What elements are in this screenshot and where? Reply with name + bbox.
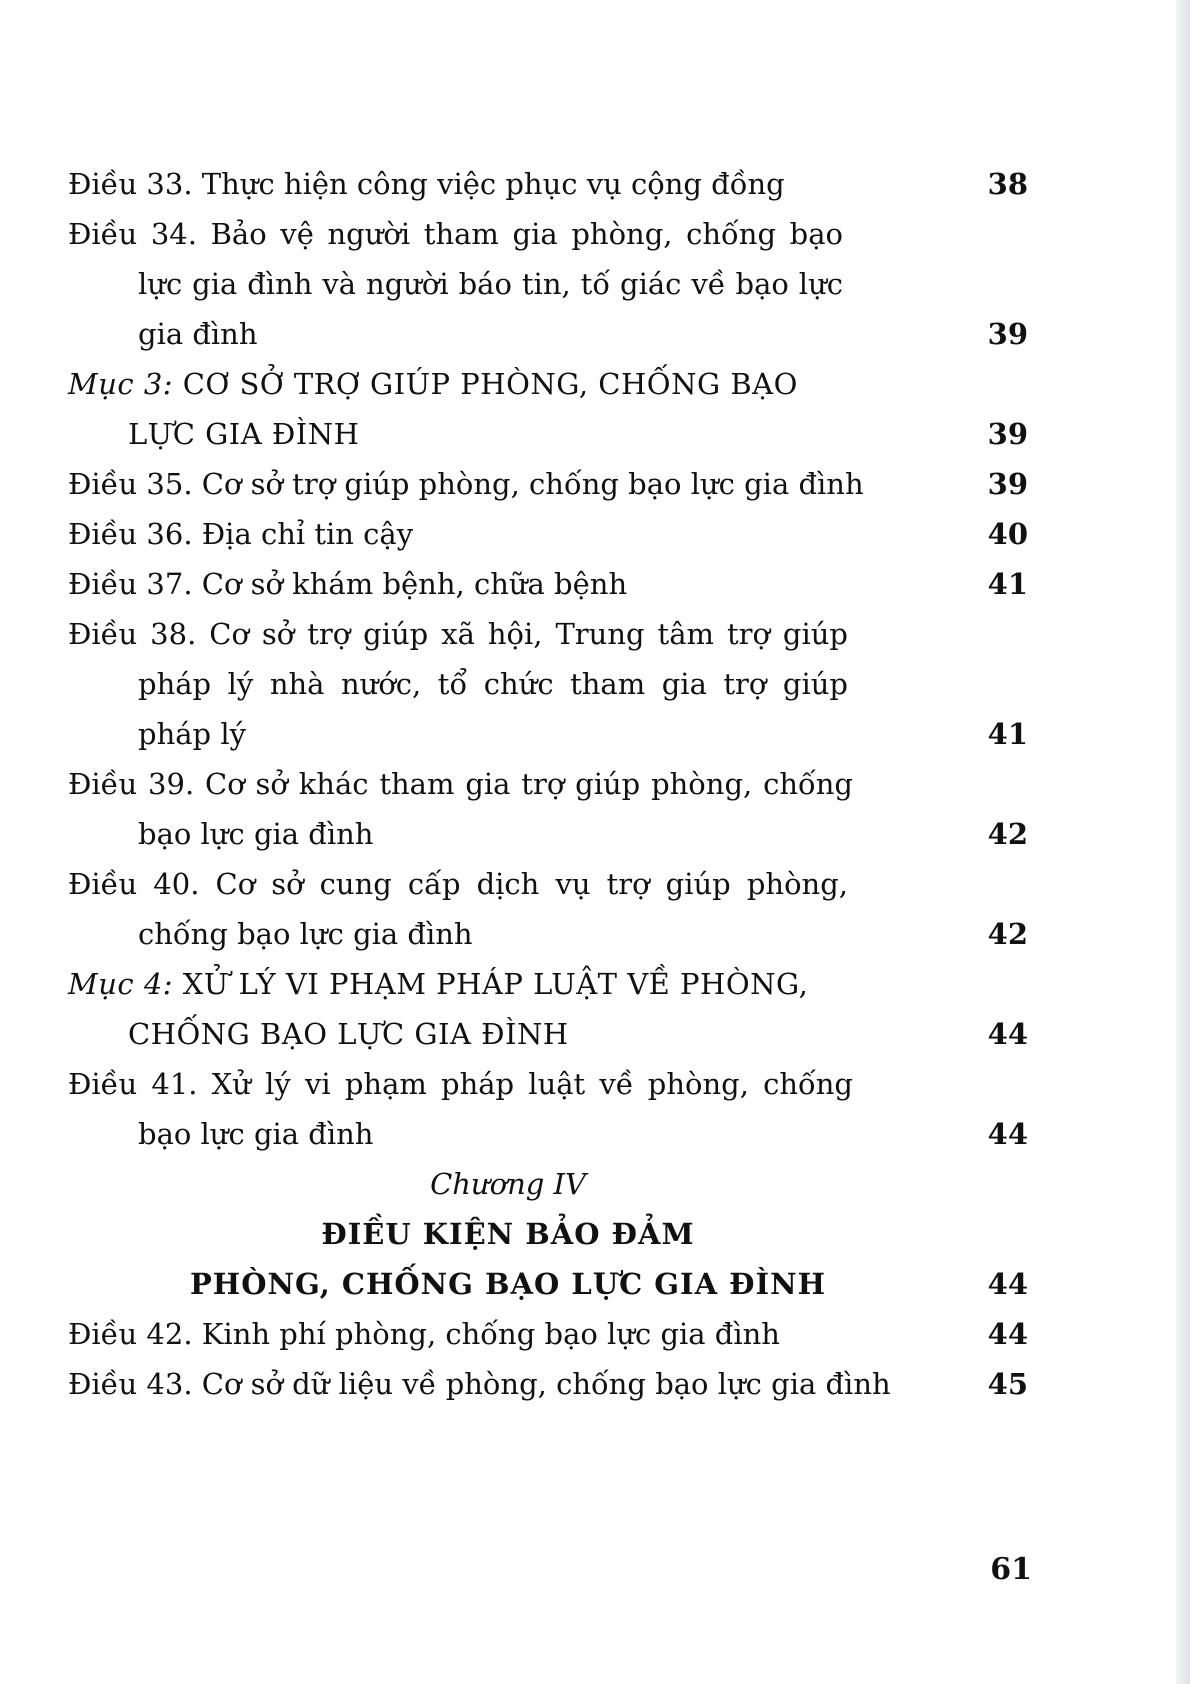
toc-entry-dieu-34 bbox=[68, 208, 1028, 260]
toc-entry-text: Điều 38. Cơ sở trợ giúp xã hội, Trung tâm trợ giúp bbox=[68, 617, 848, 651]
toc-entry-dieu-41 bbox=[68, 1058, 1028, 1110]
toc-section-continuation bbox=[68, 408, 1028, 460]
toc-section-continuation bbox=[68, 1008, 1028, 1060]
toc-entry-page: 41 bbox=[987, 717, 1028, 751]
toc-entry-text: chống bạo lực gia đình bbox=[138, 917, 473, 951]
toc-entry-continuation bbox=[68, 708, 1028, 760]
toc-entry-text: bạo lực gia đình bbox=[138, 817, 374, 851]
toc-entry-text: gia đình bbox=[138, 317, 258, 351]
toc-section-muc-3 bbox=[68, 358, 1028, 410]
section-label: Mục 4: bbox=[68, 967, 174, 1001]
section-title: CHỐNG BẠO LỰC GIA ĐÌNH bbox=[128, 1017, 569, 1051]
toc-entry-text: Điều 42. Kinh phí phòng, chống bạo lực gia đình bbox=[68, 1317, 780, 1351]
toc-entry-text: Điều 33. Thực hiện công việc phục vụ cộng đồng bbox=[68, 167, 785, 201]
toc-entry-dieu-37 bbox=[68, 558, 1028, 610]
chapter-title-line-2 bbox=[68, 1258, 1028, 1310]
toc-entry-page: 40 bbox=[987, 517, 1028, 551]
toc-entry-text: Điều 40. Cơ sở cung cấp dịch vụ trợ giúp phòng, bbox=[68, 867, 848, 901]
section-label: Mục 3: bbox=[68, 367, 174, 401]
toc-entry-text: bạo lực gia đình bbox=[138, 1117, 374, 1151]
toc-entry-continuation bbox=[68, 658, 1028, 710]
toc-entry-page: 38 bbox=[987, 167, 1028, 201]
chapter-label bbox=[68, 1158, 1028, 1210]
toc-entry-continuation bbox=[68, 258, 1028, 310]
toc-entry-dieu-40 bbox=[68, 858, 1028, 910]
toc-entry-text: Điều 41. Xử lý vi phạm pháp luật về phòng, chống bbox=[68, 1067, 853, 1101]
toc-entry-page: 44 bbox=[987, 1117, 1028, 1151]
chapter-number: Chương IV bbox=[430, 1167, 586, 1201]
toc-entry-text: pháp lý bbox=[138, 717, 246, 751]
toc-entry-text: Điều 36. Địa chỉ tin cậy bbox=[68, 517, 414, 551]
section-title: LỰC GIA ĐÌNH bbox=[128, 417, 360, 451]
toc-entry-continuation bbox=[68, 808, 1028, 860]
toc-entry-dieu-38 bbox=[68, 608, 1028, 660]
toc-entry-page: 42 bbox=[987, 917, 1028, 951]
toc-entry-dieu-39 bbox=[68, 758, 1028, 810]
chapter-title: ĐIỀU KIỆN BẢO ĐẢM bbox=[321, 1217, 695, 1251]
toc-entry-page: 44 bbox=[987, 1317, 1028, 1351]
toc-entry-text: Điều 43. Cơ sở dữ liệu về phòng, chống bạo lực gia đình bbox=[68, 1367, 891, 1401]
section-title: CƠ SỞ TRỢ GIÚP PHÒNG, CHỐNG BẠO bbox=[182, 367, 798, 401]
toc-entry-page: 39 bbox=[987, 317, 1028, 351]
toc-entry-text: Điều 39. Cơ sở khác tham gia trợ giúp phòng, chống bbox=[68, 767, 853, 801]
toc-entry-text: Điều 37. Cơ sở khám bệnh, chữa bệnh bbox=[68, 567, 628, 601]
toc-section-muc-4 bbox=[68, 958, 1028, 1010]
chapter-title: PHÒNG, CHỐNG BẠO LỰC GIA ĐÌNH bbox=[190, 1267, 826, 1301]
toc-entry-dieu-36 bbox=[68, 508, 1028, 560]
toc-entry-page: 44 bbox=[987, 1017, 1028, 1051]
scan-edge bbox=[1176, 0, 1190, 1684]
toc-entry-text: pháp lý nhà nước, tổ chức tham gia trợ giúp bbox=[138, 667, 848, 701]
toc-entry-dieu-35 bbox=[68, 458, 1028, 510]
toc-entry-dieu-43 bbox=[68, 1358, 1028, 1410]
toc-entry-text: lực gia đình và người báo tin, tố giác về bạo lực bbox=[138, 267, 843, 301]
toc-entry-dieu-33 bbox=[68, 158, 1028, 210]
chapter-title-line-1 bbox=[68, 1208, 1028, 1260]
toc-entry-page: 39 bbox=[987, 417, 1028, 451]
toc-entry-continuation bbox=[68, 908, 1028, 960]
toc-entry-continuation bbox=[68, 308, 1028, 360]
toc-entry-page: 44 bbox=[987, 1267, 1028, 1301]
toc-entry-page: 45 bbox=[987, 1367, 1028, 1401]
toc-entry-dieu-42 bbox=[68, 1308, 1028, 1360]
toc-entry-page: 39 bbox=[987, 467, 1028, 501]
page-number: 61 bbox=[990, 1552, 1032, 1587]
toc-entry-text: Điều 35. Cơ sở trợ giúp phòng, chống bạo lực gia đình bbox=[68, 467, 864, 501]
toc-entry-text: Điều 34. Bảo vệ người tham gia phòng, chống bạo bbox=[68, 217, 843, 251]
toc-entry-page: 41 bbox=[987, 567, 1028, 601]
toc-entry-page: 42 bbox=[987, 817, 1028, 851]
toc-entry-continuation bbox=[68, 1108, 1028, 1160]
section-title: XỬ LÝ VI PHẠM PHÁP LUẬT VỀ PHÒNG, bbox=[182, 967, 809, 1001]
